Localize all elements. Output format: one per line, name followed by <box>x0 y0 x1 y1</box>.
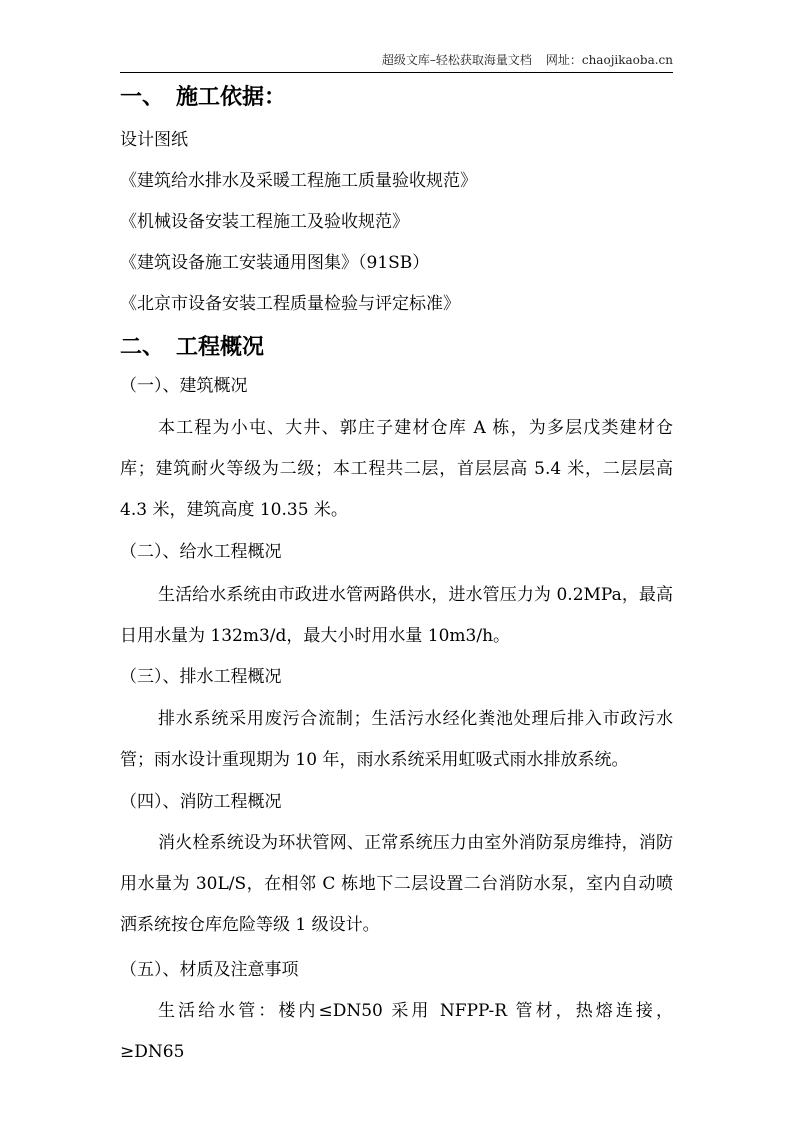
basis-item: 《建筑给水排水及采暖工程施工质量验收规范》 <box>120 171 477 191</box>
sub3-title: （三）、排水工程概况 <box>120 667 282 687</box>
sub2-title: （二）、给水工程概况 <box>120 542 282 562</box>
section1-heading <box>120 83 286 113</box>
sub4-title: （四）、消防工程概况 <box>120 792 282 812</box>
page-header <box>120 52 673 68</box>
header-rule <box>120 72 673 73</box>
sub1-paragraph <box>120 408 673 531</box>
sub4-paragraph <box>120 823 673 946</box>
header-site-name: 超级文库–轻松获取海量文档 <box>381 53 532 67</box>
section2-number: 二、 <box>120 335 165 360</box>
sub5-title: （五）、材质及注意事项 <box>120 960 299 980</box>
section1-title: 施工依据： <box>176 85 287 110</box>
basis-item: 《机械设备安装工程施工及验收规范》 <box>120 212 409 232</box>
sub5-paragraph <box>120 991 673 1073</box>
sub1-text: 本工程为小屯、大井、郭庄子建材仓库 A 栋，为多层戊类建材仓库；建筑耐火等级为二级；本工程共二层，首层层高 5.4 米，二层层高 4.3 米，建筑高度 10.35 米。 <box>120 418 673 520</box>
sub3-text: 排水系统采用废污合流制；生活污水经化粪池处理后排入市政污水管；雨水设计重现期为 10 年，雨水系统采用虹吸式雨水排放系统。 <box>120 709 673 770</box>
section2-heading <box>120 333 264 363</box>
sub1-title: （一）、建筑概况 <box>120 376 248 396</box>
sub3-paragraph <box>120 699 673 781</box>
basis-item: 《北京市设备安装工程质量检验与评定标准》 <box>120 294 460 314</box>
sub4-text: 消火栓系统设为环状管网、正常系统压力由室外消防泵房维持，消防用水量为 30L/S，在相邻 C 栋地下二层设置二台消防水泵，室内自动喷洒系统按仓库危险等级 1 级设计。 <box>120 833 673 935</box>
sub5-text: 生活给水管：楼内≤DN50 采用 NFPP-R 管材，热熔连接，≥DN65 <box>120 1001 673 1062</box>
basis-item: 设计图纸 <box>120 130 188 150</box>
basis-item: 《建筑设备施工安装通用图集》（91SB） <box>120 253 430 273</box>
section2-title: 工程概况 <box>176 335 265 360</box>
sub2-paragraph <box>120 575 673 657</box>
header-url: 网址：chaojikaoba.cn <box>545 53 673 67</box>
section1-number: 一、 <box>120 85 165 110</box>
sub2-text: 生活给水系统由市政进水管两路供水，进水管压力为 0.2MPa，最高日用水量为 132m3/d，最大小时用水量 10m3/h。 <box>120 585 673 646</box>
